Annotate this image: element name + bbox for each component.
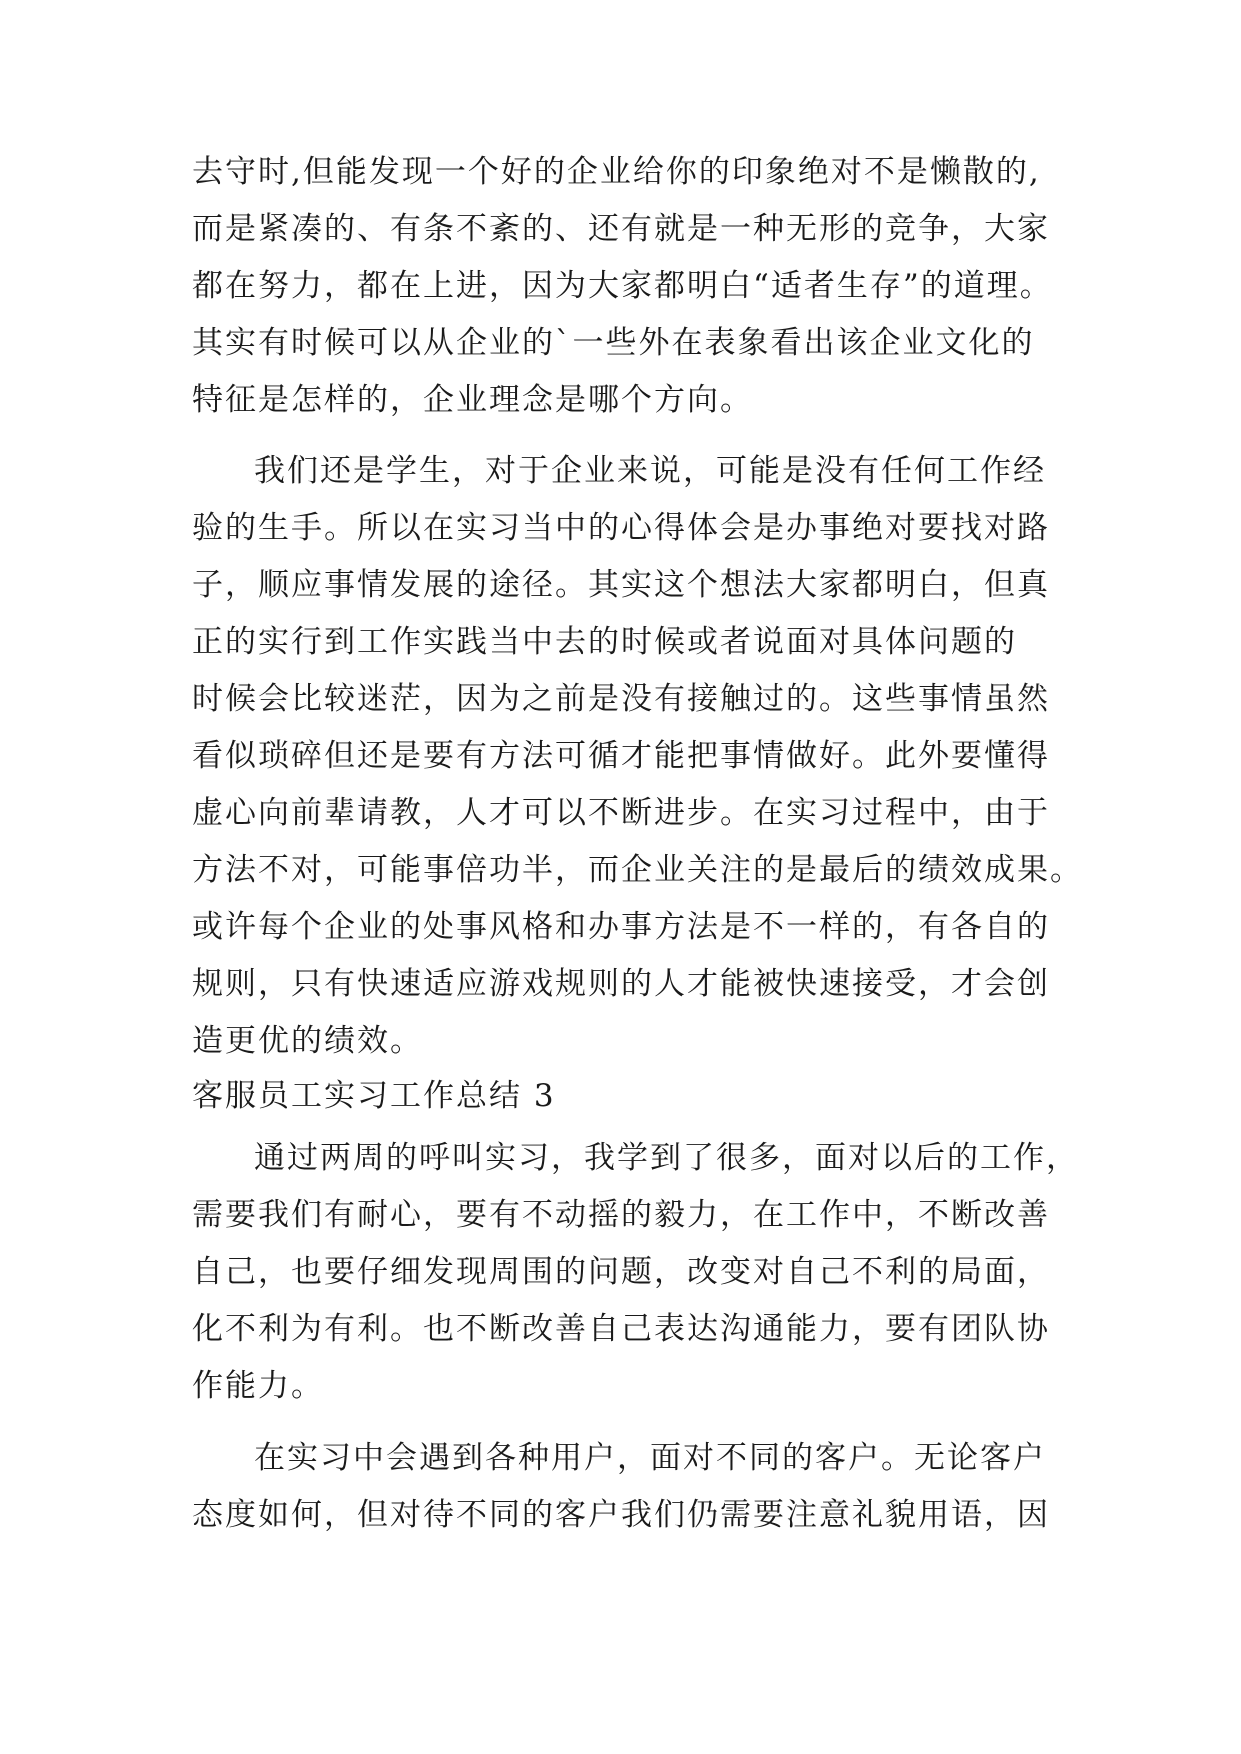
paragraph-line: 正的实行到工作实践当中去的时候或者说面对具体问题的 [192,624,1017,660]
paragraph-line: 态度如何，但对待不同的客户我们仍需要注意礼貌用语，因 [192,1497,1050,1533]
paragraph-line: 方法不对，可能事倍功半，而企业关注的是最后的绩效成果。 [192,852,1083,888]
paragraph-line: 我们还是学生，对于企业来说，可能是没有任何工作经 [254,453,1046,489]
paragraph-line: 在实习中会遇到各种用户，面对不同的客户。无论客户 [254,1440,1046,1476]
paragraph-line: 需要我们有耐心，要有不动摇的毅力，在工作中，不断改善 [192,1197,1050,1233]
paragraph-line: 去守时,但能发现一个好的企业给你的印象绝对不是懒散的, [192,154,1041,190]
paragraph-line: 造更优的绩效。 [192,1023,423,1059]
paragraph-line: 规则，只有快速适应游戏规则的人才能被快速接受，才会创 [192,966,1050,1002]
section-heading: 客服员工实习工作总结 3 [192,1078,556,1114]
paragraph-line: 时候会比较迷茫，因为之前是没有接触过的。这些事情虽然 [192,681,1050,717]
paragraph-line: 验的生手。所以在实习当中的心得体会是办事绝对要找对路 [192,510,1050,546]
paragraph-line: 特征是怎样的，企业理念是哪个方向。 [192,382,753,418]
paragraph-line: 自己，也要仔细发现周围的问题，改变对自己不利的局面， [192,1254,1050,1290]
paragraph-line: 其实有时候可以从企业的`一些外在表象看出该企业文化的 [192,325,1035,361]
paragraph-line: 而是紧凑的、有条不紊的、还有就是一种无形的竞争，大家 [192,211,1050,247]
paragraph-line: 看似琐碎但还是要有方法可循才能把事情做好。此外要懂得 [192,738,1050,774]
paragraph-line: 作能力。 [192,1368,324,1404]
paragraph-line: 都在努力，都在上进，因为大家都明白“适者生存”的道理。 [192,268,1053,304]
paragraph-line: 虚心向前辈请教，人才可以不断进步。在实习过程中，由于 [192,795,1050,831]
paragraph-line: 子，顺应事情发展的途径。其实这个想法大家都明白，但真 [192,567,1050,603]
paragraph-line: 化不利为有利。也不断改善自己表达沟通能力，要有团队协 [192,1311,1050,1347]
paragraph-line: 或许每个企业的处事风格和办事方法是不一样的，有各自的 [192,909,1050,945]
paragraph-line: 通过两周的呼叫实习，我学到了很多，面对以后的工作， [254,1140,1079,1176]
